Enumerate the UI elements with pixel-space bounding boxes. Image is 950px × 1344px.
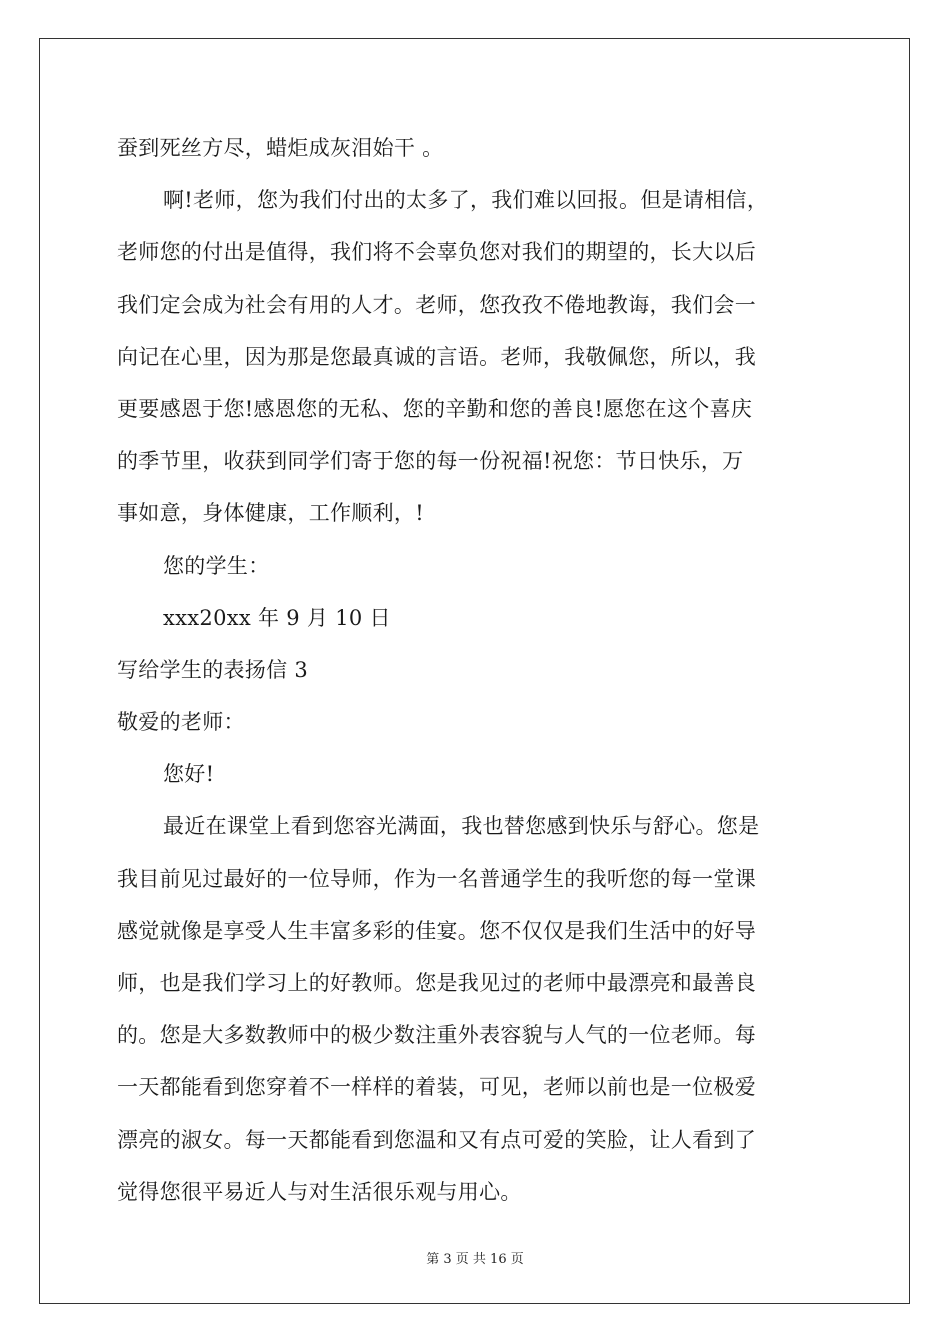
text-line: 写给学生的表扬信 3 (117, 657, 309, 682)
text-line: 的季节里，收获到同学们寄于您的每一份祝福!祝您：节日快乐，万 (117, 449, 744, 474)
text-line: 漂亮的淑女。每一天都能看到您温和又有点可爱的笑脸，让人看到了 (117, 1127, 756, 1152)
text-line: 老师您的付出是值得，我们将不会辜负您对我们的期望的，长大以后 (117, 240, 756, 265)
text-line: 最近在课堂上看到您容光满面，我也替您感到快乐与舒心。您是 (163, 814, 760, 839)
text-line: 师，也是我们学习上的好教师。您是我见过的老师中最漂亮和最善良 (117, 971, 756, 995)
text-line: 您的学生： (163, 553, 270, 578)
page-number-footer: 第 3 页 共 16 页 (426, 1252, 524, 1267)
text-line: 我目前见过最好的一位导师，作为一名普通学生的我听您的每一堂课 (117, 866, 756, 891)
text-line: 的。您是大多数教师中的极少数注重外表容貌与人气的一位老师。每 (117, 1023, 756, 1048)
text-line: 向记在心里，因为那是您最真诚的言语。老师，我敬佩您，所以，我 (117, 344, 756, 369)
text-line: 敬爱的老师： (117, 710, 245, 735)
text-line: 您好! (163, 762, 215, 787)
text-line: 啊!老师，您为我们付出的太多了，我们难以回报。但是请相信， (163, 188, 769, 213)
text-line: 一天都能看到您穿着不一样样的着装，可见，老师以前也是一位极爱 (117, 1075, 756, 1100)
text-line: 我们定会成为社会有用的人才。老师，您孜孜不倦地教诲，我们会一 (117, 292, 756, 317)
text-line: 更要感恩于您!感恩您的无私、您的辛勤和您的善良!愿您在这个喜庆 (117, 396, 753, 421)
text-line: xxx20xx 年 9 月 10 日 (163, 605, 391, 630)
text-line: 觉得您很平易近人与对生活很乐观与用心。 (117, 1179, 522, 1204)
text-line: 感觉就像是享受人生丰富多彩的佳宴。您不仅仅是我们生活中的好导 (117, 918, 756, 943)
document-body (117, 122, 837, 1218)
text-line: 事如意，身体健康，工作顺利，! (117, 501, 424, 526)
text-line: 蚕到死丝方尽，蜡炬成灰泪始干 。 (117, 136, 444, 160)
